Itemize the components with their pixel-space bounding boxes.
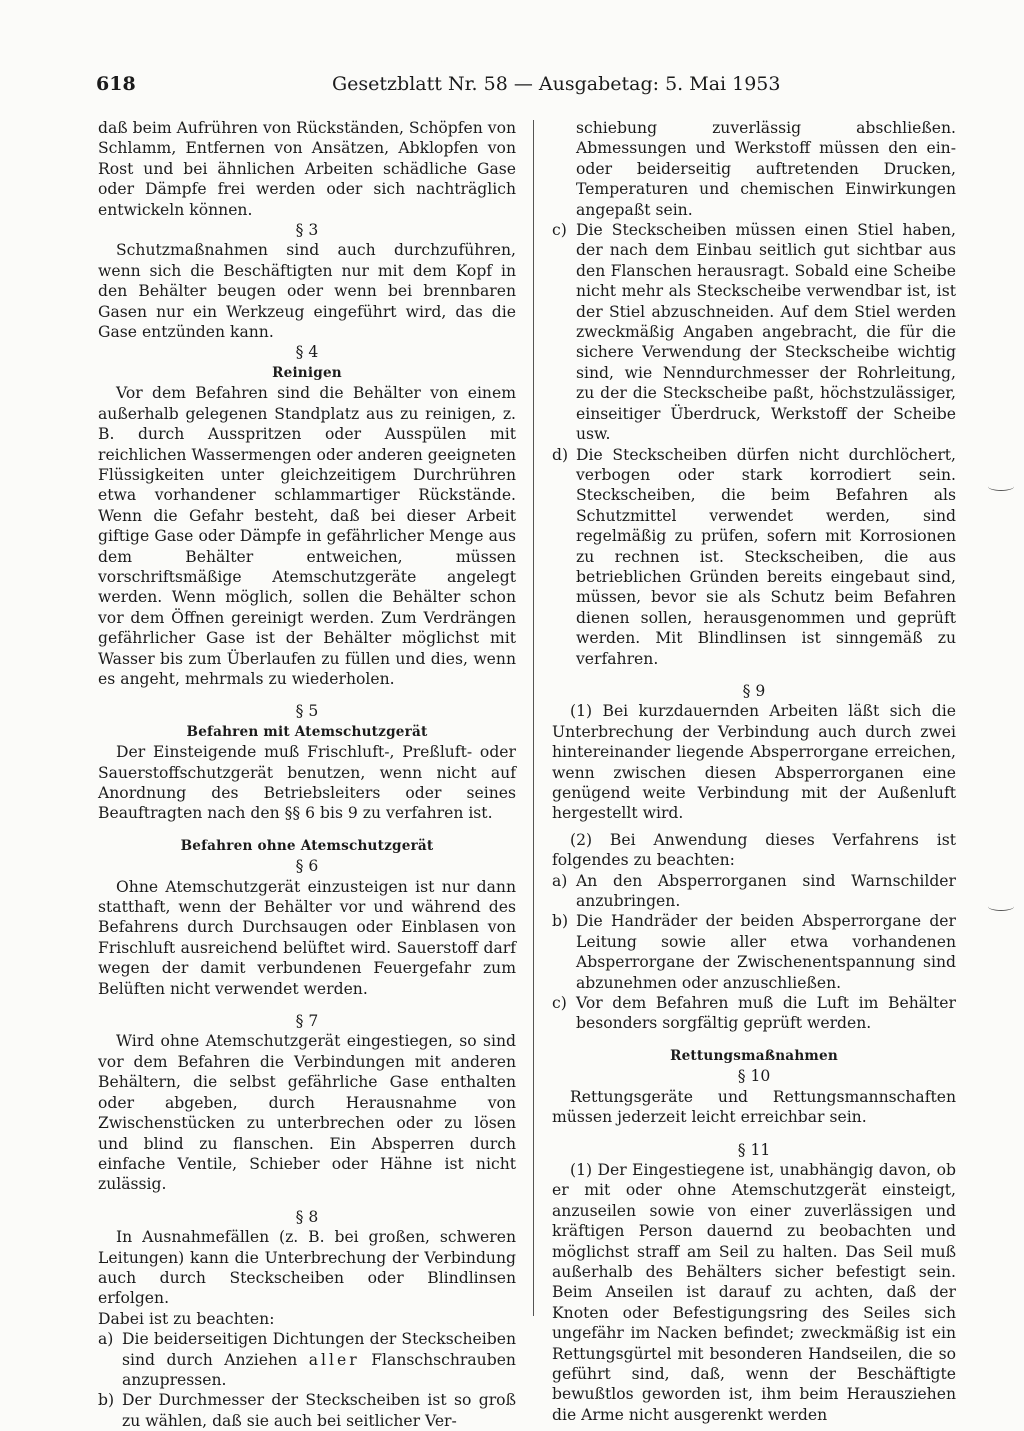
paragraph: Vor dem Befahren sind die Behälter von einem außerhalb gelegenen Standplatz aus zu reinigen, z. B. durch Ausspritzen oder Ausspülen mit reichlichen Wassermengen oder anderen geeigneten Flüssigkeiten unter gleichzeitigem Durchrühren etwa vorhandener schlammartiger Rückstände. Wenn die Gefahr besteht, daß bei dieser Arbeit giftige Gase oder Dämpfe in gefährlicher Menge aus dem Behälter entweichen, müssen vorschriftsmäßige Atemschutzgeräte angelegt werden. Wenn möglich, sollen die Behälter schon vor dem Öffnen gereinigt werden. Zum Verdrängen gefährlicher Gase ist der Behälter möglichst mit Wasser bis zum Überlaufen zu füllen und dies, wenn es angeht, mehrmals zu wiederholen.	[98, 384, 516, 688]
list-letter: b)	[98, 1391, 115, 1410]
paragraph: (1) Der Eingestiegene ist, unabhängig davon, ob er mit oder ohne Atemschutzgerät einsteigt, anzuseilen sowie von einer zuverlässigen und kräftigen Person dauernd zu beobachten und möglichst straff am Seil zu halten. Das Seil muß außerhalb des Behälters sicher befestigt sein. Beim Anseilen ist darauf zu achten, daß der Knoten oder Befestigungsring des Seiles sich ungefähr im Nacken befindet; zweckmäßig ist ein Rettungsgürtel mit besonderen Handseilen, die so geführt sind, daß, wenn der Beschäftigte bewußtlos geworden ist, ihm beim Herausziehen die Arme nicht ausgerenkt werden	[552, 1160, 956, 1424]
column-divider	[533, 120, 534, 1316]
margin-mark	[988, 482, 1014, 491]
emphasis: aller	[308, 1350, 360, 1369]
paragraph: daß beim Aufrühren von Rückständen, Schöpfen von Schlamm, Entfernen von Ansätzen, Abklopfen von Rost und bei ähnlichen Arbeiten schädliche Gase oder Dämpfe frei werden oder sich nachträglich entwickeln können.	[98, 119, 516, 219]
list-letter: a)	[98, 1330, 114, 1349]
section-number: § 3	[295, 221, 319, 240]
gazette-title: Gesetzblatt Nr. 58 — Ausgabetag: 5. Mai 1953	[332, 73, 781, 95]
section-heading: Reinigen	[272, 364, 342, 381]
list-item	[552, 911, 956, 993]
section-number: § 9	[742, 681, 766, 700]
page-number: 618	[96, 73, 136, 95]
list-text: Der Durchmesser der Steckscheiben ist so groß zu wählen, daß sie auch bei seitlicher Ver-	[122, 1391, 516, 1430]
section-number: § 8	[295, 1207, 319, 1226]
paragraph: schiebung zuverlässig abschließen. Abmessungen und Werkstoff müssen den ein- oder beiderseitig auftretenden Drucken, Temperaturen und chemischen Einwirkungen angepaßt sein.	[576, 119, 956, 219]
section-number: § 4	[295, 343, 319, 362]
margin-mark	[988, 902, 1014, 911]
section-number: § 5	[295, 702, 319, 721]
paragraph: Dabei ist zu beachten:	[98, 1309, 275, 1328]
list-text: An den Absperrorganen sind Warnschilder anzubringen.	[576, 871, 956, 911]
list-letter: b)	[552, 912, 569, 931]
section-heading: Befahren mit Atemschutzgerät	[186, 723, 428, 740]
section-number: § 11	[737, 1140, 771, 1159]
paragraph: (2) Bei Anwendung dieses Verfahrens ist folgendes zu beachten:	[552, 830, 956, 870]
list-letter: c)	[552, 221, 567, 240]
section-heading: Rettungsmaßnahmen	[670, 1047, 838, 1064]
paragraph: Ohne Atemschutzgerät einzusteigen ist nur dann statthaft, wenn der Behälter vor und während des Befahrens durch Durchsaugen oder Einblasen von Frischluft ausreichend belüftet wird. Sauerstoff darf wegen der damit verbundenen Feuergefahr zum Belüften nicht verwendet werden.	[98, 877, 516, 998]
list-item	[552, 220, 956, 444]
list-text-part: Die beiderseitigen Dichtungen der Steckscheiben sind durch Anziehen	[122, 1330, 516, 1369]
section-number: § 10	[737, 1067, 771, 1086]
paragraph: Rettungsgeräte und Rettungsmannschaften müssen jederzeit leicht erreichbar sein.	[552, 1087, 956, 1127]
list-text: Die Steckscheiben müssen einen Stiel haben, der nach dem Einbau seitlich gut sichtbar aus den Flanschen herausragt. Sobald eine Scheibe nicht mehr als Steckscheibe verwendbar ist, ist der Stiel abzuschneiden. Auf dem Stiel werden zweckmäßig Angaben angebracht, die für die sichere Verwendung der Steckscheibe wichtig sind, wie Nenndurchmesser der Rohrleitung, zu der die Steckscheibe paßt, höchstzulässiger, einseitiger Überdruck, Werkstoff der Scheibe usw.	[576, 221, 956, 444]
right-column	[552, 118, 956, 1425]
left-column	[98, 118, 516, 1431]
group-heading: Befahren ohne Atemschutzgerät	[180, 837, 434, 854]
paragraph: (1) Bei kurzdauernden Arbeiten läßt sich die Unterbrechung der Verbindung auch durch zwei hintereinander liegende Absperrorgane erreichen, wenn zwischen diesen Absperrorganen eine genügend weite Verbindung mit der Außenluft hergestellt wird.	[552, 702, 956, 823]
list-text: Vor dem Befahren muß die Luft im Behälter besonders sorgfältig geprüft werden.	[576, 994, 956, 1033]
list-letter: d)	[552, 445, 569, 464]
list-item	[98, 1329, 516, 1390]
section-number: § 6	[295, 857, 319, 876]
paragraph: In Ausnahmefällen (z. B. bei großen, schweren Leitungen) kann die Unterbrechung der Verbindung auch durch Steckscheiben oder Blindlinsen erfolgen.	[98, 1228, 516, 1308]
paragraph: Wird ohne Atemschutzgerät eingestiegen, so sind vor dem Befahren die Verbindungen mit anderen Behältern, die selbst gefährliche Gase enthalten oder abgeben, durch Herausnahme von Zwischenstücken zu unterbrechen oder zu lösen und blind zu flanschen. Ein Absperren durch einfache Ventile, Schieber oder Hähne ist nicht zulässig.	[98, 1032, 516, 1194]
list-text	[122, 1329, 516, 1390]
paragraph: Der Einsteigende muß Frischluft-, Preßluft- oder Sauerstoffschutzgerät benutzen, wenn nicht auf Anordnung des Betriebsleiters oder seines Beauftragten nach den §§ 6 bis 9 zu verfahren ist.	[98, 743, 516, 823]
list-item	[552, 871, 956, 912]
list-item	[552, 993, 956, 1034]
list-text: Die Steckscheiben dürfen nicht durchlöchert, verbogen oder stark korrodiert sein. Steckscheiben, die beim Befahren als Schutzmittel verwendet werden, sind regelmäßig zu prüfen, sofern mit Korrosionen zu rechnen ist. Steckscheiben, die aus betrieblichen Gründen bereits eingebaut sind, müssen, bevor sie als Schutz beim Befahren dienen sollen, herausgenommen und geprüft werden. Mit Blindlinsen ist sinngemäß zu verfahren.	[576, 445, 956, 668]
list-item	[552, 445, 956, 669]
list-text: Die Handräder der beiden Absperrorgane der Leitung sowie aller etwa vorhandenen Absperrorgane der Zwischenentspannung sind abzunehmen oder anzuschließen.	[576, 912, 956, 992]
section-number: § 7	[295, 1012, 319, 1031]
list-text-part: Flanschschrauben anzupressen.	[122, 1350, 516, 1389]
list-letter: a)	[552, 871, 568, 890]
list-letter: c)	[552, 994, 567, 1013]
paragraph: Schutzmaßnahmen sind auch durchzuführen, wenn sich die Beschäftigten nur mit dem Kopf in den Behälter beugen oder wenn bei brennbaren Gasen nur ein Werkzeug eingeführt wird, das die Gase entzünden kann.	[98, 241, 516, 342]
list-item	[98, 1390, 516, 1431]
